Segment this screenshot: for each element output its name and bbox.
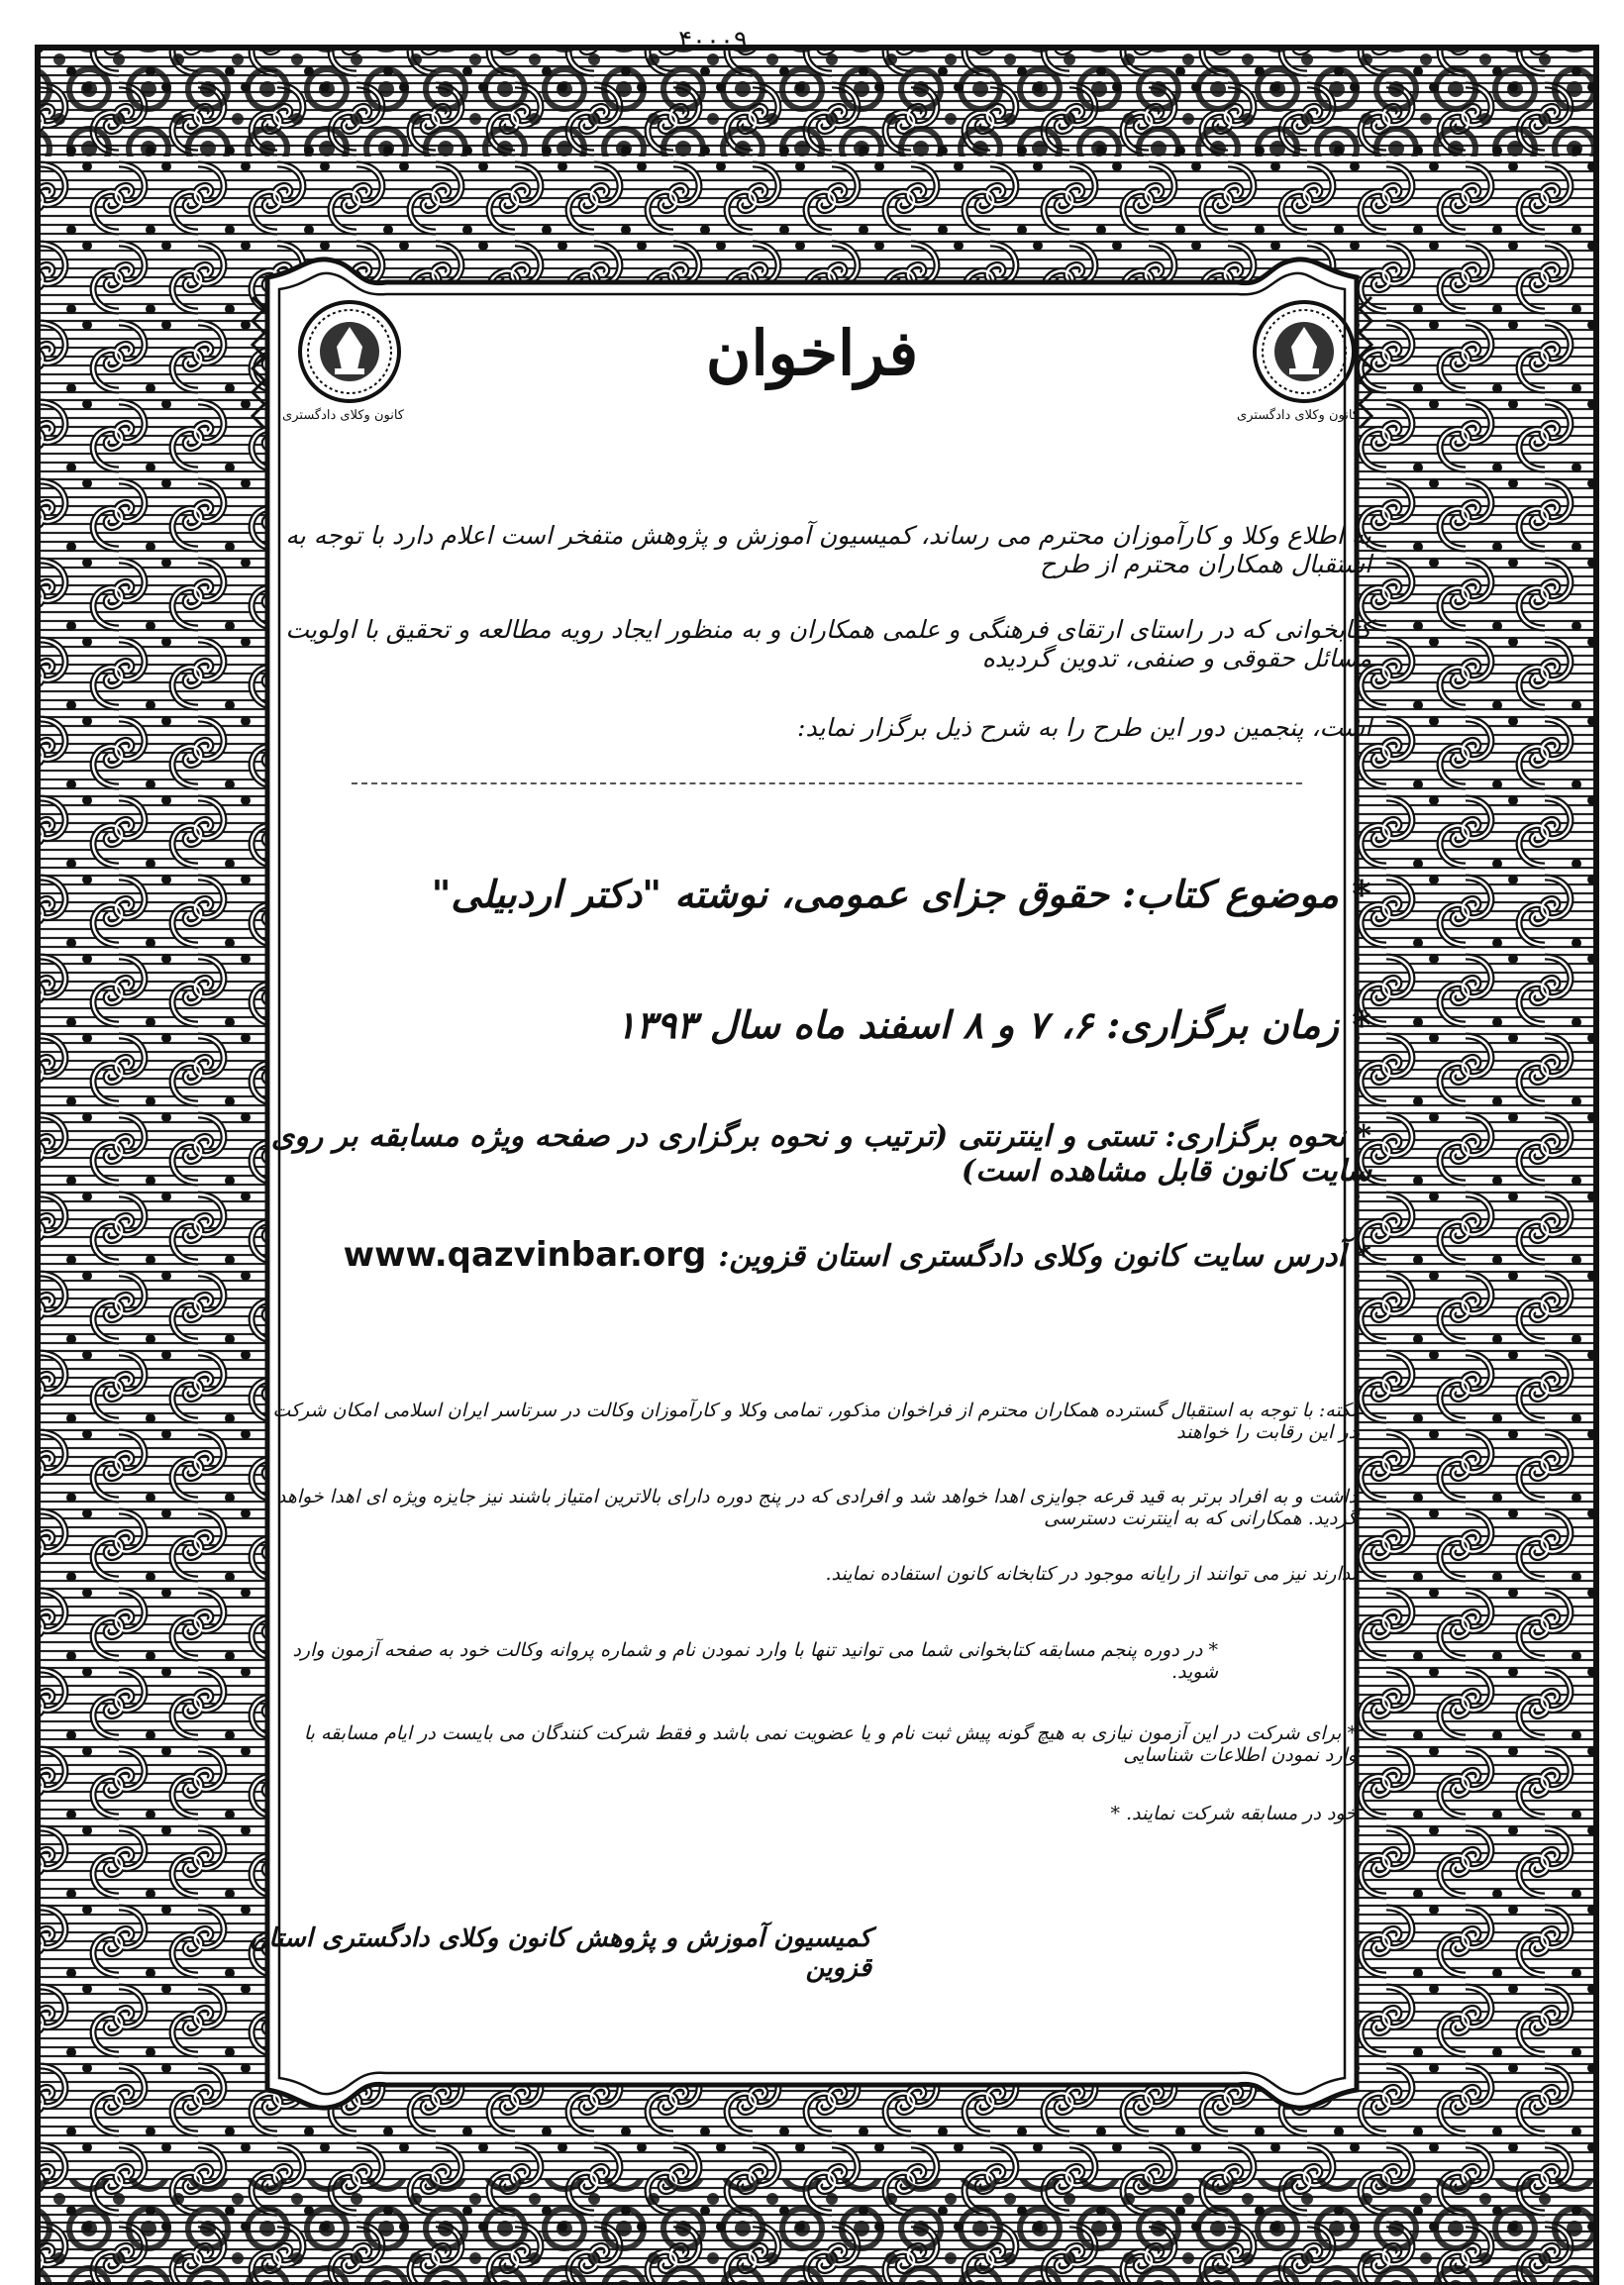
note-line: * در دوره پنجم مسابقه کتابخوانی شما می توانید تنها با وارد نمودن نام و شماره پروانه وکالت خود به صفحه آزمون وارد شوید. <box>292 1639 1218 1683</box>
intro-line: کتابخوانی که در راستای ارتقای فرهنگی و علمی همکاران و به منظور ایجاد رویه مطالعه و تحقیق با اولویت مسائل حقوقی و صنفی، تدوین گردیده <box>285 615 1371 673</box>
emblem-seal-icon <box>1250 297 1359 406</box>
document-number: ۴۰۰۰۹ <box>678 26 748 55</box>
divider <box>352 782 1302 784</box>
intro-line: است، پنجمین دور این طرح را به شرح ذیل برگزار نماید: <box>797 713 1371 742</box>
emblem-seal-icon <box>295 297 404 406</box>
bar-association-emblem-right <box>1237 297 1359 446</box>
event-method: * نحوه برگزاری: تستی و اینترنتی (ترتیب و نحوه برگزاری در صفحه ویژه مسابقه بر روی سایت کانون قابل مشاهده است) <box>270 1119 1371 1189</box>
page-title: فراخوان <box>705 317 919 389</box>
website-link[interactable]: www.qazvinbar.org <box>343 1235 707 1275</box>
note-line: * برای شرکت در این آزمون نیازی به هیچ گونه پیش ثبت نام و یا عضویت نمی باشد و فقط شرکت کنندگان می بایست در ایام مسابقه با وارد نمودن اطلاعات شناسایی <box>303 1722 1357 1766</box>
emblem-caption: کانون وکلای دادگستری <box>282 408 404 423</box>
book-topic: * موضوع کتاب: حقوق جزای عمومی، نوشته "دکتر اردبیلی" <box>431 872 1371 916</box>
note-line: نکته: با توجه به استقبال گسترده همکاران محترم از فراخوان مذکور، تمامی وکلا و کارآموزان وکالت در سرتاسر ایران اسلامی امکان شرکت در این رقابت را خواهند <box>272 1400 1357 1443</box>
website-address-label: * آدرس سایت کانون وکلای دادگستری استان قزوین: <box>718 1239 1371 1274</box>
note-line: داشت و به افراد برتر به قید قرعه جوایزی اهدا خواهد شد و افرادی که در پنج دوره دارای بالاترین امتیاز باشند نیز جایزه ویژه ای اهدا خواهد گردید. همکارانی که به اینترنت دسترسی <box>276 1486 1357 1529</box>
website-address <box>253 1235 1371 1275</box>
note-line: ندارند نیز می توانند از رایانه موجود در کتابخانه کانون استفاده نمایند. <box>825 1563 1357 1585</box>
event-date: * زمان برگزاری: ۶، ۷ و ۸ اسفند ماه سال ۱۳۹۳ <box>615 1002 1371 1047</box>
bar-association-emblem-left <box>282 297 404 446</box>
emblem-caption: کانون وکلای دادگستری <box>1237 408 1359 423</box>
note-line: خود در مسابقه شرکت نمایند. * <box>1110 1803 1357 1824</box>
signature-line: کمیسیون آموزش و پژوهش کانون وکلای دادگستری استان قزوین <box>250 1923 871 1983</box>
intro-line: به اطلاع وکلا و کارآموزان محترم می رساند، کمیسیون آموزش و پژوهش متفخر است اعلام دارد با توجه به استقبال همکاران محترم از طرح <box>285 521 1371 578</box>
